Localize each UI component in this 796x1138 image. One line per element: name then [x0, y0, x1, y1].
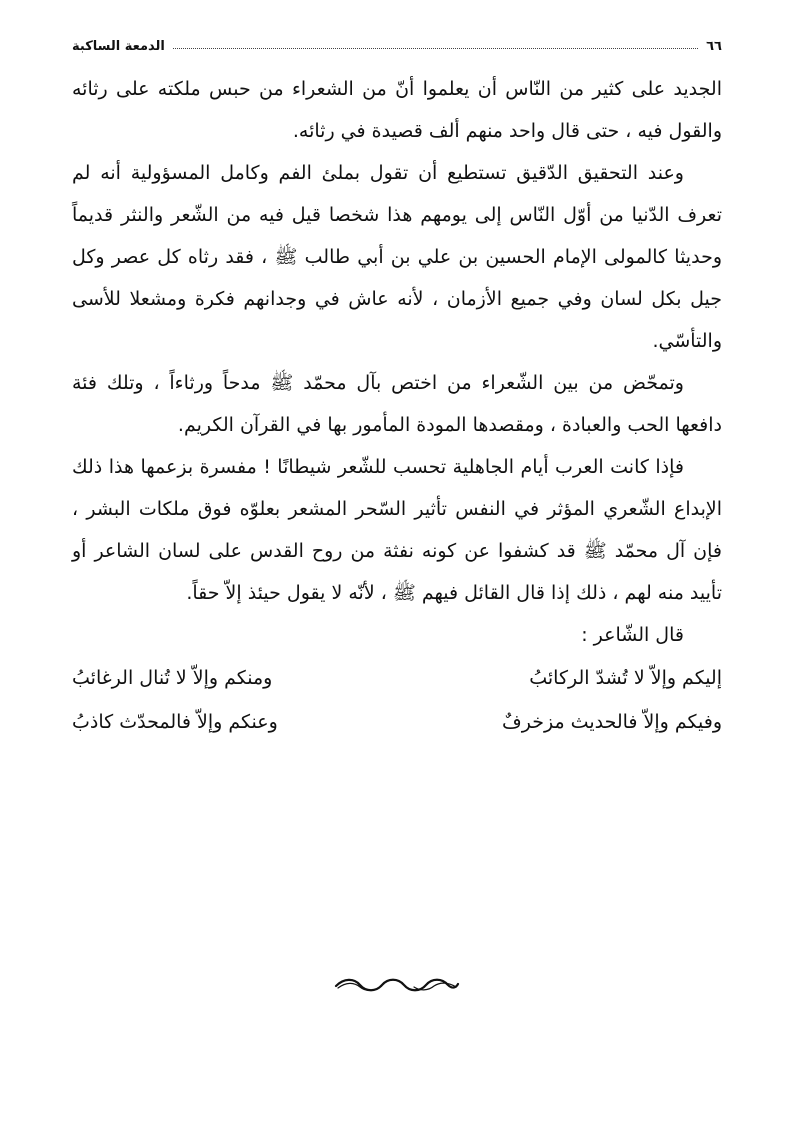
- verse-2-first-hemistich: وفيكم وإلاّ فالحديث مزخرفٌ: [502, 711, 722, 733]
- header-dotted-leader: [173, 48, 698, 49]
- paragraph-1: الجديد على كثير من النّاس أن يعلموا أنّ من الشعراء من حبس ملكته على رثائه والقول فيه ، حتى قال واحد منهم ألف قصيدة في رثائه.: [72, 78, 722, 142]
- running-header: [72, 30, 722, 54]
- verse-1-first-hemistich: إليكم وإلاّ لا تُشدّ الركائبُ: [529, 667, 722, 689]
- book-page: [72, 30, 722, 1110]
- verse-1-second-hemistich: ومنكم وإلاّ لا تُنال الرغائبُ: [72, 667, 273, 689]
- poem: [72, 656, 722, 744]
- verse-2-second-hemistich: وعنكم وإلاّ فالمحدّث كاذبُ: [72, 711, 278, 733]
- verse-1: [72, 656, 722, 700]
- paragraph-2: وعند التحقيق الدّقيق تستطيع أن تقول بملئ الفم وكامل المسؤولية أنه لم تعرف الدّنيا من أوّل النّاس إلى يومهم هذا شخصا قيل فيه من الشّعر والنثر قديماً وحديثا كالمولى الإمام الحسين بن علي بن أبي طالب ﷺ ، فقد رثاه كل عصر وكل جيل بكل لسان وفي جميع الأزمان ، لأنه عاش في وجدانهم فكرة ومشعلا للأسى والتأسّي.: [72, 162, 722, 352]
- verse-2: [72, 700, 722, 744]
- poem-intro: قال الشّاعر :: [581, 624, 684, 646]
- end-flourish-ornament: [72, 976, 722, 994]
- flourish-icon: [334, 976, 460, 994]
- page-number: ٦٦: [706, 39, 722, 54]
- body-text: [72, 68, 722, 614]
- book-title: الدمعة الساكبة: [72, 39, 165, 54]
- paragraph-3: وتمحّض من بين الشّعراء من اختص بآل محمّد ﷺ مدحاً ورثاءاً ، وتلك فئة دافعها الحب والعبادة ، ومقصدها المودة المأمور بها في القرآن الكريم.: [72, 372, 722, 436]
- paragraph-4: فإذا كانت العرب أيام الجاهلية تحسب للشّعر شيطانًا ! مفسرة بزعمها هذا ذلك الإبداع الشّعري المؤثر في النفس تأثير السّحر المشعر بعلوّه فوق ملكات البشر ، فإن آل محمّد ﷺ قد كشفوا عن كونه نفثة من روح القدس على لسان الشاعر أو تأييد منه لهم ، ذلك إذا قال القائل فيهم ﷺ ، لأنّه لا يقول حيئذ إلاّ حقاً.: [72, 456, 722, 604]
